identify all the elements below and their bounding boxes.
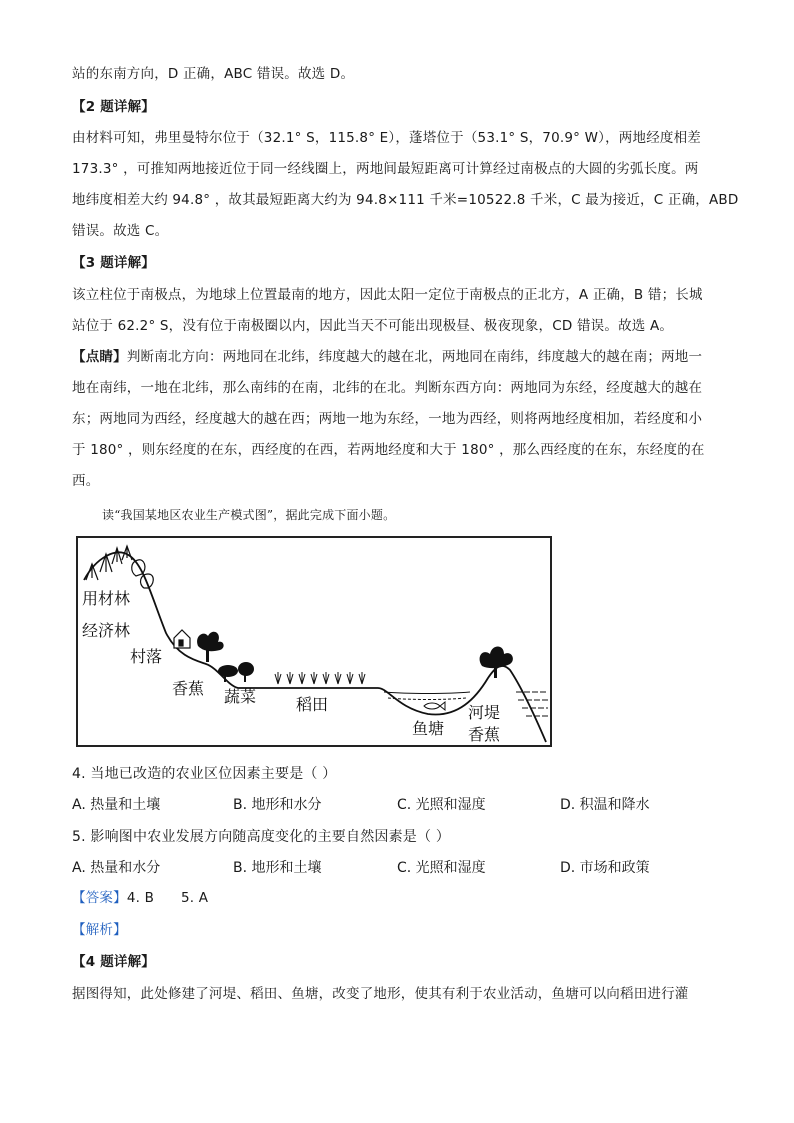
label-timber-forest: 用材林 bbox=[82, 589, 131, 608]
answer-line bbox=[72, 888, 722, 908]
q4-option-c[interactable]: C. 光照和湿度 bbox=[397, 797, 486, 813]
label-fishpond: 鱼塘 bbox=[412, 719, 445, 738]
text-line: 于 180° ，则东经度的在东，西经度的在西，若两地经度和大于 180° ，那么西经度的在东，东经度的在 bbox=[72, 442, 705, 458]
label-economic-forest: 经济林 bbox=[82, 621, 131, 640]
text-line: 错误。故选 C。 bbox=[72, 223, 169, 239]
tip-paragraph-line bbox=[72, 347, 722, 367]
label-rice-paddy: 稻田 bbox=[296, 695, 329, 714]
rice-paddy-icon bbox=[275, 672, 365, 684]
q4-option-a[interactable]: A. 热量和土壤 bbox=[72, 797, 161, 813]
tip-text: 判断南北方向：两地同在北纬，纬度越大的越在北，两地同在南纬，纬度越大的越在南；两地一 bbox=[126, 349, 703, 365]
agriculture-model-figure bbox=[76, 536, 552, 747]
figure-drawing bbox=[78, 538, 550, 745]
text-line: 西。 bbox=[72, 473, 100, 489]
text-line: 173.3° ，可推知两地接近位于同一经线圈上，两地间最短距离可计算经过南极点的大圆的劣弧长度。两 bbox=[72, 161, 699, 177]
section-heading-q2: 【2 题详解】 bbox=[72, 99, 155, 115]
q4-option-d[interactable]: D. 积温和降水 bbox=[560, 797, 650, 813]
text-line: 据图得知，此处修建了河堤、稻田、鱼塘，改变了地形，使其有利于农业活动，鱼塘可以向稻田进行灌 bbox=[72, 986, 689, 1002]
figure-intro: 读“我国某地区农业生产模式图”，据此完成下面小题。 bbox=[102, 508, 396, 522]
section-heading-q4: 【4 题详解】 bbox=[72, 954, 155, 970]
label-banana: 香蕉 bbox=[172, 679, 205, 698]
answer-text: 4. B 5. A bbox=[126, 890, 209, 906]
vegetable-icon bbox=[218, 662, 254, 682]
tip-label: 【点睛】 bbox=[72, 349, 127, 365]
levee-banana-icon bbox=[480, 647, 513, 679]
label-levee-banana: 香蕉 bbox=[468, 725, 501, 744]
text-line: 站位于 62.2° S，没有位于南极圈以内，因此当天不可能出现极昼、极夜现象，CD 错误。故选 A。 bbox=[72, 318, 674, 334]
q5-option-c[interactable]: C. 光照和湿度 bbox=[397, 860, 486, 876]
text-line: 站的东南方向，D 正确，ABC 错误。故选 D。 bbox=[72, 66, 355, 82]
q5-option-d[interactable]: D. 市场和政策 bbox=[560, 860, 650, 876]
banana-tree-icon bbox=[197, 632, 224, 662]
question-5-stem: 5. 影响图中农业发展方向随高度变化的主要自然因素是（ ） bbox=[72, 829, 451, 845]
q5-option-a[interactable]: A. 热量和水分 bbox=[72, 860, 161, 876]
text-line: 该立柱位于南极点，为地球上位置最南的地方，因此太阳一定位于南极点的正北方，A 正确，B 错；长城 bbox=[72, 287, 703, 303]
village-house-icon bbox=[174, 630, 190, 648]
question-4-stem: 4. 当地已改造的农业区位因素主要是（ ） bbox=[72, 766, 337, 782]
label-vegetable: 蔬菜 bbox=[224, 687, 257, 706]
text-line: 由材料可知，弗里曼特尔位于（32.1° S，115.8° E），蓬塔位于（53.1° S，70.9° W），两地经度相差 bbox=[72, 130, 702, 146]
fishpond-icon bbox=[384, 692, 470, 710]
q4-option-b[interactable]: B. 地形和水分 bbox=[233, 797, 322, 813]
section-heading-q3: 【3 题详解】 bbox=[72, 255, 155, 271]
text-line: 地纬度相差大约 94.8° ，故其最短距离大约为 94.8×111 千米=10522.8 千米，C 最为接近，C 正确，ABD bbox=[72, 192, 739, 208]
analysis-label: 【解析】 bbox=[72, 922, 127, 938]
label-levee: 河堤 bbox=[468, 703, 501, 722]
q5-option-b[interactable]: B. 地形和土壤 bbox=[233, 860, 322, 876]
text-line: 东；两地同为西经，经度越大的越在西；两地一地为东经，一地为西经，则将两地经度相加，若经度和小 bbox=[72, 411, 703, 427]
answer-label: 【答案】 bbox=[72, 890, 127, 906]
label-village: 村落 bbox=[130, 647, 163, 666]
text-line: 地在南纬，一地在北纬，那么南纬的在南，北纬的在北。判断东西方向：两地同为东经，经度越大的越在 bbox=[72, 380, 703, 396]
